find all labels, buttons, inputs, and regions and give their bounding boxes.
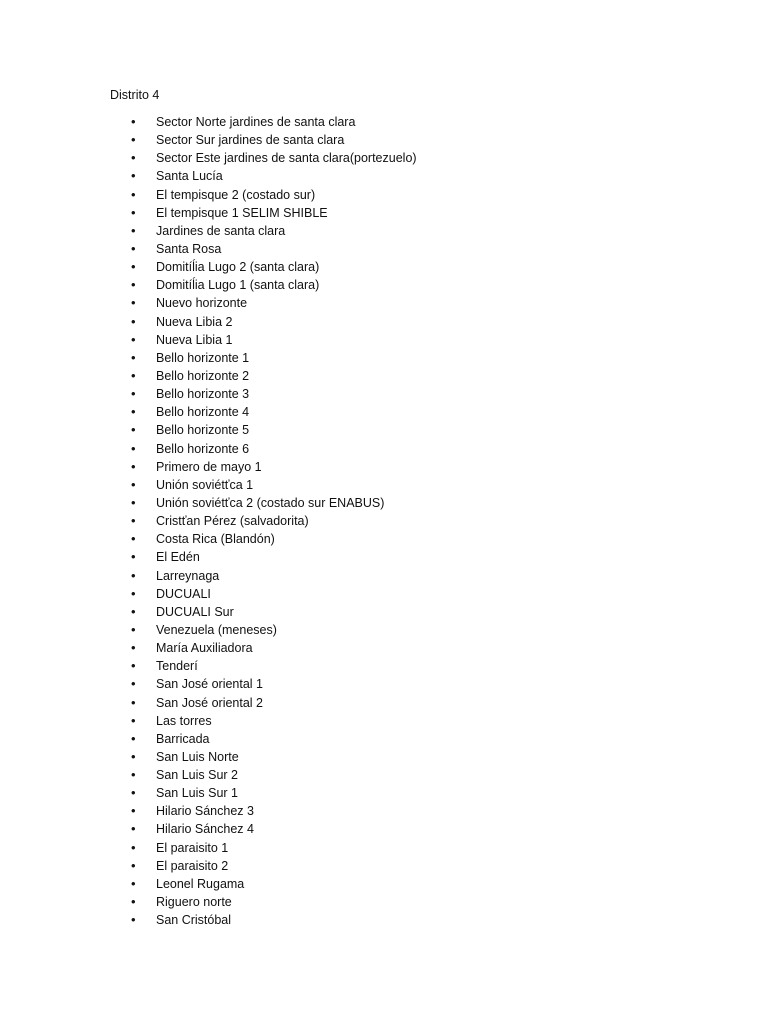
list-item-label: Bello horizonte 4 — [156, 405, 250, 420]
list-item-label: Riguero norte — [156, 895, 232, 910]
bullet-icon: • — [131, 494, 136, 510]
bullet-icon: • — [131, 313, 136, 329]
list-item — [0, 222, 768, 240]
bullet-icon: • — [131, 367, 136, 383]
list-item — [0, 204, 768, 222]
bullet-icon: • — [131, 132, 136, 148]
list-item-label: Hilario Sánchez 3 — [156, 804, 254, 819]
bullet-icon: • — [131, 114, 136, 129]
neighborhood-list — [0, 113, 768, 929]
list-item — [0, 403, 768, 421]
list-item-label: Hilario Sánchez 4 — [156, 822, 254, 837]
bullet-icon: • — [131, 240, 136, 256]
list-item-label: San Luis Sur 1 — [156, 786, 238, 801]
bullet-icon: • — [131, 767, 136, 783]
list-item — [0, 113, 768, 131]
bullet-icon: • — [131, 277, 136, 293]
list-item — [0, 675, 768, 693]
list-item-label: Las torres — [156, 713, 212, 728]
list-item — [0, 421, 768, 439]
list-item — [0, 476, 768, 494]
list-item — [0, 730, 768, 748]
list-item — [0, 440, 768, 458]
list-item — [0, 857, 768, 875]
list-item-label: Bello horizonte 3 — [156, 387, 250, 402]
bullet-icon: • — [131, 894, 136, 910]
bullet-icon: • — [131, 458, 136, 474]
bullet-icon: • — [131, 259, 136, 275]
bullet-icon: • — [131, 748, 136, 764]
list-item-label: El tempisque 2 (costado sur) — [156, 187, 316, 202]
bullet-icon: • — [131, 694, 136, 710]
bullet-icon: • — [131, 168, 136, 184]
bullet-icon: • — [131, 875, 136, 891]
list-item-label: Larreynaga — [156, 568, 220, 583]
list-item-label: San José oriental 2 — [156, 695, 264, 710]
list-item-label: Tenderí — [156, 659, 198, 674]
list-item-label: Sector Norte jardines de santa clara — [156, 115, 356, 129]
bullet-icon: • — [131, 186, 136, 202]
bullet-icon: • — [131, 549, 136, 565]
list-item — [0, 149, 768, 167]
list-item-label: San José oriental 1 — [156, 677, 264, 692]
list-item — [0, 240, 768, 258]
list-item-label: Bello horizonte 1 — [156, 350, 250, 365]
bullet-icon: • — [131, 404, 136, 420]
bullet-icon: • — [131, 567, 136, 583]
list-item-label: Bello horizonte 5 — [156, 423, 250, 438]
list-item — [0, 512, 768, 530]
list-item — [0, 766, 768, 784]
list-item — [0, 458, 768, 476]
bullet-icon: • — [131, 857, 136, 873]
list-item-label: Costa Rica (Blandón) — [156, 532, 275, 547]
list-item — [0, 621, 768, 639]
list-item — [0, 385, 768, 403]
list-item — [0, 911, 768, 929]
list-item-label: Domitíĺia Lugo 2 (santa clara) — [156, 260, 320, 275]
list-item-label: Jardines de santa clara — [156, 223, 286, 238]
list-item — [0, 839, 768, 857]
list-item — [0, 875, 768, 893]
list-item-label: Nuevo horizonte — [156, 296, 248, 311]
list-item — [0, 784, 768, 802]
bullet-icon: • — [131, 839, 136, 855]
list-item-label: Bello horizonte 6 — [156, 441, 250, 456]
bullet-icon: • — [131, 531, 136, 547]
list-item — [0, 294, 768, 312]
list-item-label: Sector Este jardines de santa clara(portezuelo) — [156, 151, 417, 166]
list-item-label: Leonel Rugama — [156, 876, 245, 891]
list-item-label: El paraisito 2 — [156, 858, 229, 873]
bullet-icon: • — [131, 621, 136, 637]
document-heading: Distrito 4 — [110, 88, 160, 102]
list-item-label: Unión soviétťca 1 — [156, 477, 254, 492]
list-item-label: Santa Rosa — [156, 241, 222, 256]
bullet-icon: • — [131, 730, 136, 746]
bullet-icon: • — [131, 676, 136, 692]
list-item — [0, 131, 768, 149]
bullet-icon: • — [131, 331, 136, 347]
list-item — [0, 167, 768, 185]
list-item-label: Domitíĺia Lugo 1 (santa clara) — [156, 278, 320, 293]
bullet-icon: • — [131, 712, 136, 728]
bullet-icon: • — [131, 785, 136, 801]
list-item — [0, 603, 768, 621]
list-item — [0, 349, 768, 367]
bullet-icon: • — [131, 440, 136, 456]
list-item-label: Nueva Libia 1 — [156, 332, 233, 347]
bullet-icon: • — [131, 803, 136, 819]
list-item-label: DUCUALI Sur — [156, 604, 234, 619]
list-item — [0, 657, 768, 675]
list-item-label: San Luis Sur 2 — [156, 768, 238, 783]
list-item — [0, 276, 768, 294]
bullet-icon: • — [131, 422, 136, 438]
list-item-label: El paraisito 1 — [156, 840, 229, 855]
list-item-label: Unión soviétťca 2 (costado sur ENABUS) — [156, 495, 385, 510]
list-item-label: Primero de mayo 1 — [156, 459, 262, 474]
list-item-label: Barricada — [156, 731, 210, 746]
list-item — [0, 585, 768, 603]
list-item — [0, 820, 768, 838]
list-item-label: Venezuela (meneses) — [156, 622, 277, 637]
list-item — [0, 567, 768, 585]
list-item — [0, 748, 768, 766]
list-item-label: El tempisque 1 SELIM SHIBLE — [156, 205, 328, 220]
bullet-icon: • — [131, 658, 136, 674]
list-item-label: Bello horizonte 2 — [156, 368, 250, 383]
bullet-icon: • — [131, 150, 136, 166]
bullet-icon: • — [131, 204, 136, 220]
list-item-label: El Edén — [156, 550, 200, 565]
bullet-icon: • — [131, 912, 136, 928]
list-item-label: Santa Lucía — [156, 169, 223, 184]
list-item — [0, 802, 768, 820]
bullet-icon: • — [131, 222, 136, 238]
list-item — [0, 712, 768, 730]
bullet-icon: • — [131, 585, 136, 601]
list-item-label: María Auxiliadora — [156, 641, 253, 656]
bullet-icon: • — [131, 603, 136, 619]
list-item — [0, 367, 768, 385]
list-item — [0, 548, 768, 566]
list-item — [0, 893, 768, 911]
list-item — [0, 331, 768, 349]
bullet-icon: • — [131, 386, 136, 402]
bullet-icon: • — [131, 513, 136, 529]
list-item-label: San Luis Norte — [156, 749, 239, 764]
list-item — [0, 313, 768, 331]
list-item — [0, 258, 768, 276]
list-item-label: DUCUALI — [156, 586, 211, 601]
list-item — [0, 694, 768, 712]
bullet-icon: • — [131, 640, 136, 656]
bullet-icon: • — [131, 349, 136, 365]
bullet-icon: • — [131, 295, 136, 311]
list-item — [0, 186, 768, 204]
list-item-label: San Cristóbal — [156, 913, 232, 928]
list-item — [0, 530, 768, 548]
list-item — [0, 639, 768, 657]
list-item-label: Cristťan Pérez (salvadorita) — [156, 514, 309, 529]
list-item-label: Nueva Libia 2 — [156, 314, 233, 329]
bullet-icon: • — [131, 821, 136, 837]
list-item — [0, 494, 768, 512]
list-item-label: Sector Sur jardines de santa clara — [156, 133, 345, 148]
bullet-icon: • — [131, 476, 136, 492]
